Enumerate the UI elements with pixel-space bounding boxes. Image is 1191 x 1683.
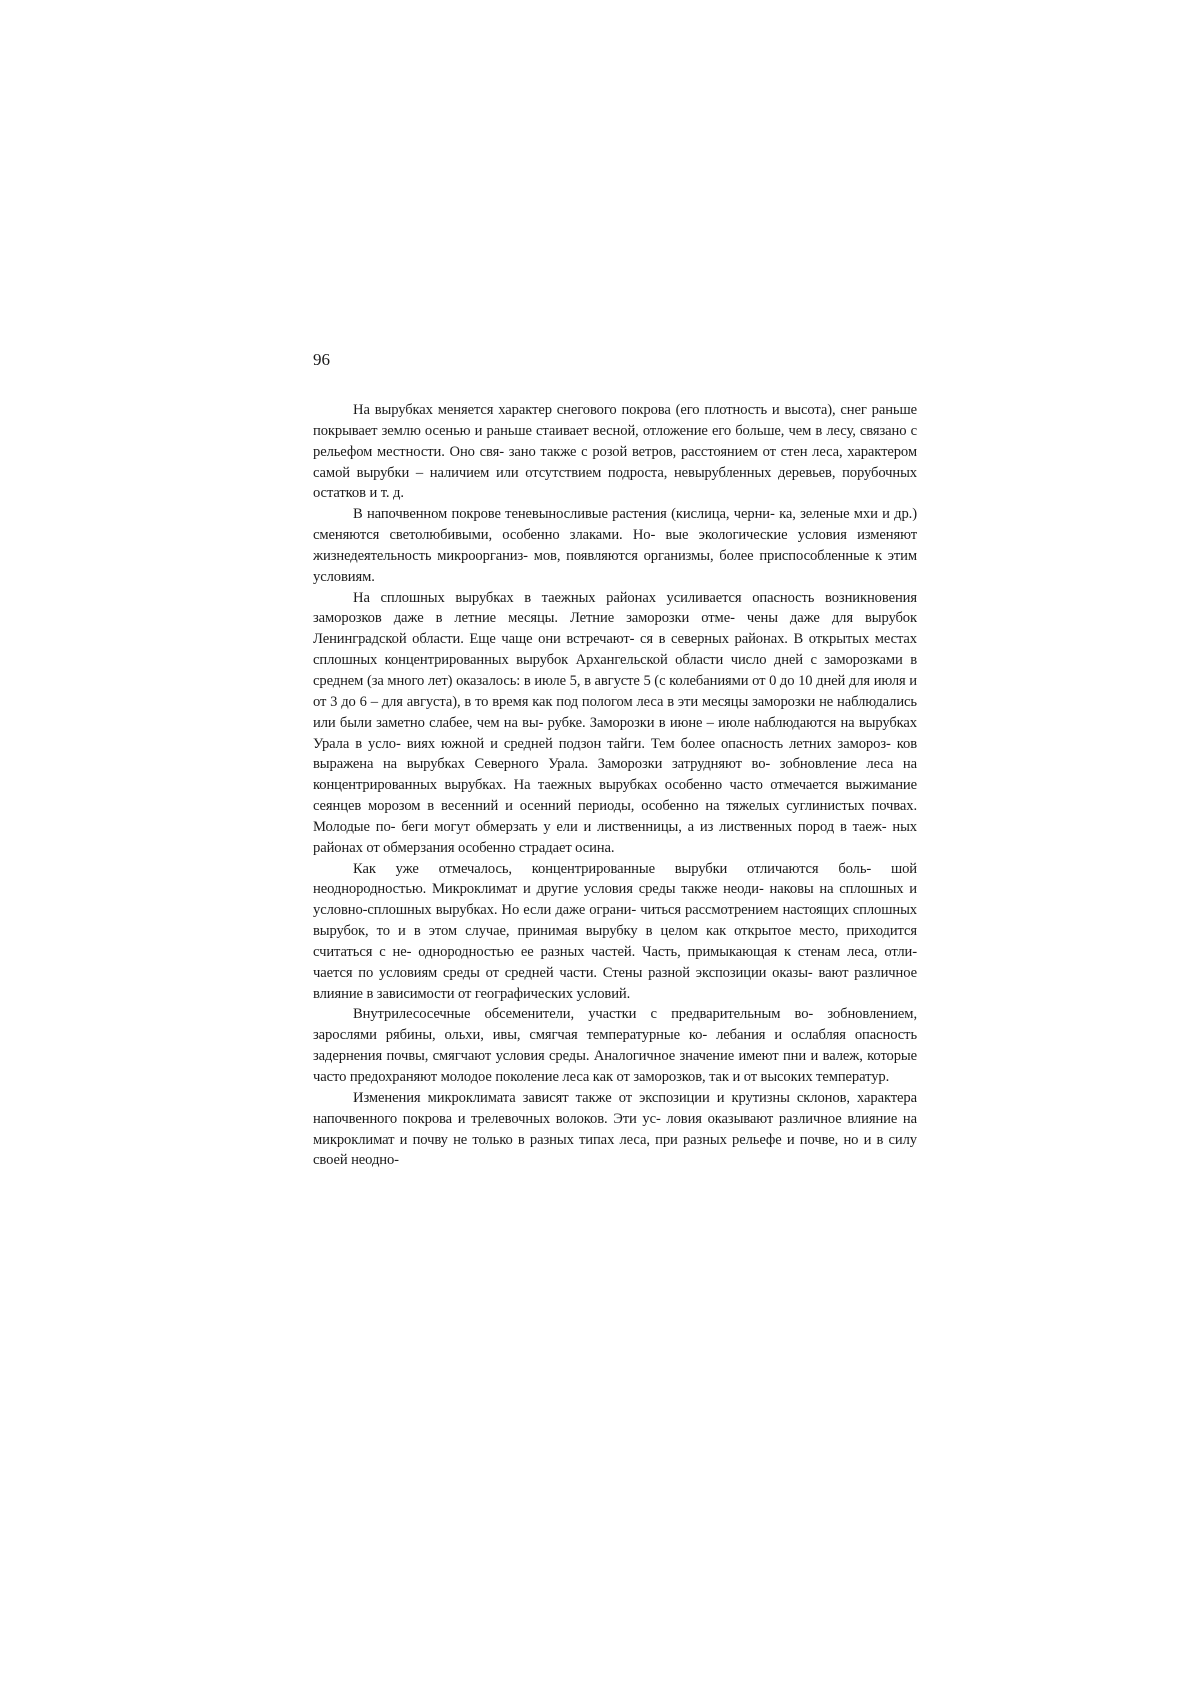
- paragraph-1: На вырубках меняется характер снегового покрова (его плотность и высота), снег раньше покрывает землю осенью и раньше стаивает весной, отложение его больше, чем в лесу, связано с рельефом местности. Оно свя- зано также с розой ветров, расстоянием от стен леса, характером самой вырубки – наличием или отсутствием подроста, невырубленных деревьев, порубочных остатков и т. д.: [313, 402, 917, 502]
- paragraph-4: Как уже отмечалось, концентрированные вырубки отличаются боль- шой неоднородностью. Микроклимат и другие условия среды также неоди- наковы на сплошных и условно-сплошных вырубках. Но если даже ограни- читься рассмотрением настоящих сплошных вырубок, то и в этом случае, принимая вырубку в целом как открытое место, приходится считаться с не- однородностью ее разных частей. Часть, примыкающая к стенам леса, отли- чается по условиям среды от средней части. Стены разной экспозиции оказы- вают различное влияние в зависимости от географических условий.: [313, 860, 917, 1002]
- paragraph-3: На сплошных вырубках в таежных районах усиливается опасность возникновения заморозков даже в летние месяцы. Летние заморозки отме- чены даже для вырубок Ленинградской области. Еще чаще они встречают- ся в северных районах. В открытых местах сплошных концентрированных вырубок Архангельской области число дней с заморозками в среднем (за много лет) оказалось: в июле 5, в августе 5 (с колебаниями от 0 до 10 дней для июля и от 3 до 6 – для августа), в то время как под пологом леса в эти месяцы заморозки не наблюдались или были заметно слабее, чем на вы- рубке. Заморозки в июне – июле наблюдаются на вырубках Урала в усло- виях южной и средней подзон тайги. Тем более опасность летних замороз- ков выражена на вырубках Северного Урала. Заморозки затрудняют во- зобновление леса на концентрированных вырубках. На таежных вырубках особенно часто отмечается выжимание сеянцев морозом в весенний и осенний периоды, особенно на тяжелых суглинистых почвах. Молодые по- беги могут обмерзать у ели и лиственницы, а из лиственных пород в таеж- ных районах от обмерзания особенно страдает осина.: [313, 589, 917, 856]
- paragraph-6: Изменения микроклимата зависят также от экспозиции и крутизны склонов, характера напочвенного покрова и трелевочных волоков. Эти ус- ловия оказывают различное влияние на микроклимат и почву не только в разных типах леса, при разных рельефе и почве, но и в силу своей неодно-: [313, 1089, 917, 1169]
- body-text: [313, 400, 917, 1171]
- page-number: 96: [313, 350, 330, 369]
- paragraph-5: Внутрилесосечные обсеменители, участки с предварительным во- зобновлением, зарослями рябины, ольхи, ивы, смягчая температурные ко- лебания и ослабляя опасность задернения почвы, смягчают условия среды. Аналогичное значение имеют пни и валеж, которые часто предохраняют молодое поколение леса как от заморозков, так и от высоких температур.: [313, 1006, 917, 1085]
- paragraph-2: В напочвенном покрове теневыносливые растения (кислица, черни- ка, зеленые мхи и др.) сменяются светолюбивыми, особенно злаками. Но- вые экологические условия изменяют жизнедеятельность микроорганиз- мов, появляются организмы, более приспособленные к этим условиям.: [313, 506, 917, 585]
